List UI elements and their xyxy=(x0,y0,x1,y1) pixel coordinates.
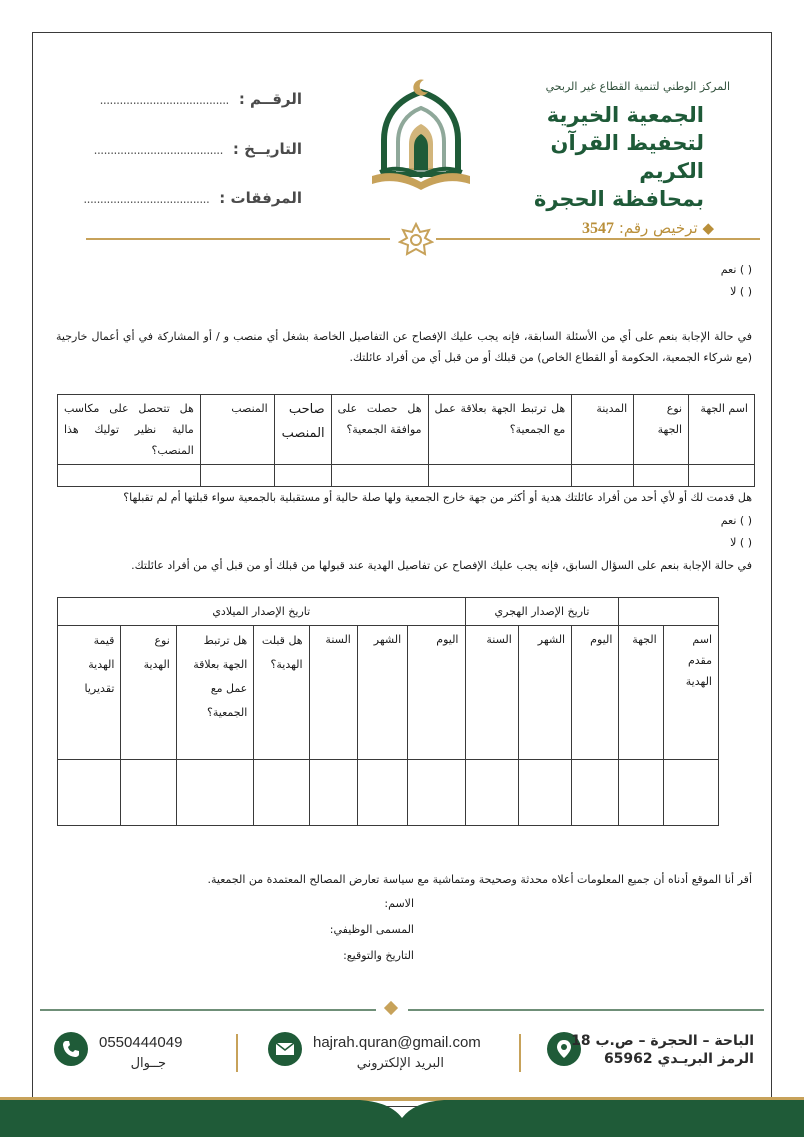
header-gregorian-day: اليوم xyxy=(408,626,465,760)
name-label[interactable]: الاسم: xyxy=(384,897,414,910)
reference-number-field[interactable]: ....................................... xyxy=(99,93,229,107)
attachments-row xyxy=(83,189,302,207)
header-giver-name: اسم مقدم الهدية xyxy=(663,626,718,760)
table-cell[interactable] xyxy=(274,465,331,487)
license-number: 3547 xyxy=(582,220,615,237)
table-cell[interactable] xyxy=(408,760,465,826)
reference-number-row xyxy=(92,90,302,108)
org-name-line3: بمحافظة الحجرة xyxy=(533,187,704,211)
address-block xyxy=(554,1033,754,1067)
attachments-field[interactable]: ...................................... xyxy=(83,192,210,206)
email-address[interactable]: hajrah.quran@gmail.com xyxy=(313,1034,481,1051)
table-cell[interactable] xyxy=(309,760,357,826)
disclosure-paragraph-1: في حالة الإجابة بنعم على أي من الأسئلة السابقة، فإنه يجب عليك الإفصاح عن التفاصيل الخاصة بشغل أي منصب و / أو المشاركة في أي أعمال خارجية (مع شركاء الجمعية، الحكومة أو القطاع الخاص) من قبلك أو من قبل أي من أفراد عائلتك. xyxy=(56,330,752,364)
table-row[interactable] xyxy=(58,760,719,826)
option-yes-1[interactable]: ( ) نعم xyxy=(720,263,752,276)
org-name-line2: لتحفيظ القرآن الكريم xyxy=(550,131,704,183)
phone-icon xyxy=(54,1032,88,1066)
header-gift-type: نوع الهدية xyxy=(121,626,176,760)
header-entity-relation: هل ترتبط الجهة بعلاقة عمل مع الجمعية؟ xyxy=(176,626,253,760)
table-cell[interactable] xyxy=(200,465,274,487)
option-no-2[interactable]: ( ) لا xyxy=(730,536,752,549)
header-position-holder: صاحب المنصب xyxy=(274,395,331,465)
org-name-line1: الجمعية الخيرية xyxy=(546,103,704,127)
header-hijri-day: اليوم xyxy=(572,626,619,760)
job-title-label[interactable]: المسمى الوظيفي: xyxy=(329,923,414,936)
license-row xyxy=(490,219,730,238)
table-cell[interactable] xyxy=(663,760,718,826)
header-gift-accepted: هل قبلت الهدية؟ xyxy=(254,626,309,760)
disclosure-paragraph-2: في حالة الإجابة بنعم على السؤال السابق، فإنه يجب عليك الإفصاح عن تفاصيل الهدية عند قبولها من قبلك أو من قبل أي من أفراد عائلتك. xyxy=(131,559,752,572)
declaration-statement: أقر أنا الموقع أدناه أن جميع المعلومات أعلاه محدثة وصحيحة ومتماشية مع سياسة تعارض المصالح المعتمدة من الجمعية. xyxy=(207,873,752,886)
header-entity: الجهة xyxy=(619,626,663,760)
footer-separator xyxy=(519,1034,521,1072)
table-cell[interactable] xyxy=(634,465,689,487)
header-position: المنصب xyxy=(200,395,274,465)
attachments-label: المرفقات : xyxy=(219,189,302,207)
ornament-icon xyxy=(398,222,434,256)
table-cell[interactable] xyxy=(357,760,407,826)
header-divider-right xyxy=(436,238,760,240)
header-city: المدينة xyxy=(572,395,634,465)
hijri-date-group: تاريخ الإصدار الهجري xyxy=(465,598,619,626)
date-row xyxy=(92,140,302,158)
table-cell[interactable] xyxy=(121,760,176,826)
table-cell[interactable] xyxy=(518,760,571,826)
table-cell[interactable] xyxy=(619,760,663,826)
diamond-bullet-icon: ◆ xyxy=(702,219,714,237)
table-cell[interactable] xyxy=(254,760,309,826)
table-cell[interactable] xyxy=(428,465,572,487)
center-name: المركز الوطني لتنمية القطاع غير الربحي xyxy=(545,80,730,93)
address-line2: الرمز البريـدي 65962 xyxy=(603,1051,754,1067)
date-label: التاريــخ : xyxy=(232,140,302,158)
header-financial-gain: هل تتحصل على مكاسب مالية نظير توليك هذا المنصب؟ xyxy=(58,395,201,465)
table-cell[interactable] xyxy=(465,760,518,826)
header-divider-left xyxy=(86,238,390,240)
bottom-green-band xyxy=(0,1100,804,1137)
header-gift-value: قيمة الهدية تقديريا xyxy=(58,626,121,760)
license-label: ترخيص رقم: xyxy=(618,219,698,237)
table-cell[interactable] xyxy=(58,465,201,487)
logo-emblem xyxy=(366,78,476,198)
phone-label: جــوال xyxy=(130,1056,166,1071)
date-signature-label[interactable]: التاريخ والتوقيع: xyxy=(343,949,414,962)
gift-question: هل قدمت لك أو لأي أحد من أفراد عائلتك هدية أو أكثر من جهة خارج الجمعية ولها صلة حالية أو مستقبلية بالجمعية سواء قبلتها أم لم تقبلها؟ xyxy=(123,491,752,504)
date-group-row xyxy=(58,598,719,626)
gregorian-date-group: تاريخ الإصدار الميلادي xyxy=(58,598,466,626)
table-header-row xyxy=(58,626,719,760)
header-entity-name: اسم الجهة xyxy=(689,395,755,465)
option-no-1[interactable]: ( ) لا xyxy=(730,285,752,298)
footer-divider-right xyxy=(408,1009,764,1011)
table-header-row xyxy=(58,395,755,465)
table-cell[interactable] xyxy=(176,760,253,826)
header-gregorian-year: السنة xyxy=(309,626,357,760)
table-cell[interactable] xyxy=(572,760,619,826)
date-field[interactable]: ....................................... xyxy=(93,143,223,157)
table-cell[interactable] xyxy=(572,465,634,487)
email-label: البريد الإلكتروني xyxy=(356,1056,444,1071)
header-hijri-year: السنة xyxy=(465,626,518,760)
gifts-table xyxy=(57,597,719,826)
option-yes-2[interactable]: ( ) نعم xyxy=(720,514,752,527)
table-cell[interactable] xyxy=(58,760,121,826)
header-approval: هل حصلت على موافقة الجمعية؟ xyxy=(331,395,428,465)
header-entity-type: نوع الجهة xyxy=(634,395,689,465)
table-cell[interactable] xyxy=(331,465,428,487)
positions-table xyxy=(57,394,755,487)
header-business-relation: هل ترتبط الجهة بعلاقة عمل مع الجمعية؟ xyxy=(428,395,572,465)
table-row[interactable] xyxy=(58,465,755,487)
org-header xyxy=(490,80,730,238)
header-hijri-month: الشهر xyxy=(518,626,571,760)
reference-number-label: الرقــم : xyxy=(238,90,302,108)
table-cell[interactable] xyxy=(689,465,755,487)
phone-number[interactable]: 0550444049 xyxy=(99,1034,183,1051)
footer-divider-left xyxy=(40,1009,376,1011)
footer-separator xyxy=(236,1034,238,1072)
header-gregorian-month: الشهر xyxy=(357,626,407,760)
mail-icon xyxy=(268,1032,302,1066)
address-line1: الباحة – الحجرة – ص.ب 18 xyxy=(571,1033,754,1049)
